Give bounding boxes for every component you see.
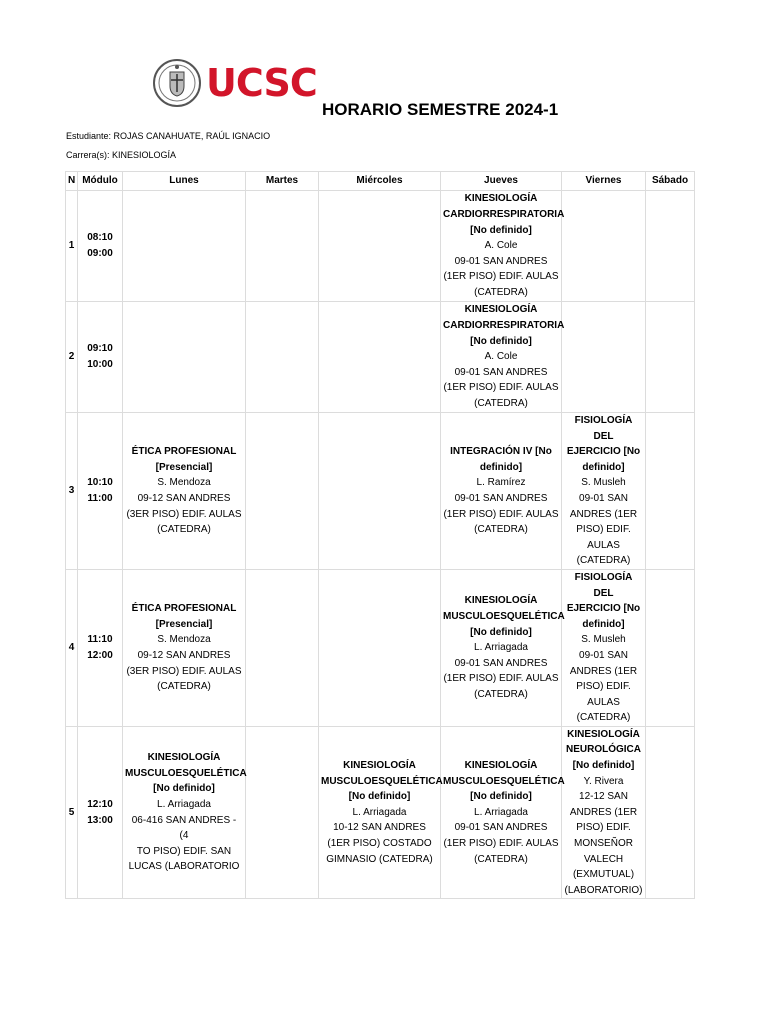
schedule-table — [65, 171, 695, 899]
teacher: S. Mendoza — [157, 634, 211, 646]
cell-martes — [246, 569, 319, 726]
teacher: L. Arriagada — [474, 642, 528, 654]
course-cell-miercoles: KINESIOLOGÍA MUSCULOESQUELÉTICA [No definido] L. Arriagada 10-12 SAN ANDRES (1ER PISO) COSTADO GIMNASIO (CATEDRA) — [319, 726, 441, 899]
teacher: S. Musleh — [581, 634, 626, 646]
student-info — [66, 131, 270, 141]
course-cell-jueves: KINESIOLOGÍA CARDIORRESPIRATORIA [No definido] A. Cole 09-01 SAN ANDRES (1ER PISO) EDIF. AULAS (CATEDRA) — [441, 302, 562, 413]
module-time: 12:10 13:00 — [78, 726, 123, 899]
page-title: HORARIO SEMESTRE 2024-1 — [322, 100, 559, 119]
row-number: 4 — [66, 569, 78, 726]
module-time: 10:10 11:00 — [78, 413, 123, 570]
career-label: Carrera(s): — [66, 150, 110, 160]
course-cell-jueves: KINESIOLOGÍA MUSCULOESQUELÉTICA [No definido] L. Arriagada 09-01 SAN ANDRES (1ER PISO) EDIF. AULAS (CATEDRA) — [441, 569, 562, 726]
cell-sabado — [646, 191, 695, 302]
cell-viernes — [562, 191, 646, 302]
course-cell-lunes: ÉTICA PROFESIONAL [Presencial] S. Mendoza 09-12 SAN ANDRES (3ER PISO) EDIF. AULAS (CATEDRA) — [123, 413, 246, 570]
teacher: Y. Rivera — [583, 775, 624, 787]
col-header-sabado: Sábado — [646, 172, 695, 191]
career-name: KINESIOLOGÍA — [112, 150, 177, 160]
col-header-miercoles: Miércoles — [319, 172, 441, 191]
university-logo — [152, 55, 317, 111]
col-header-n: N — [66, 172, 78, 191]
course-cell-jueves: KINESIOLOGÍA MUSCULOESQUELÉTICA [No definido] L. Arriagada 09-01 SAN ANDRES (1ER PISO) EDIF. AULAS (CATEDRA) — [441, 726, 562, 899]
cell-martes — [246, 191, 319, 302]
teacher: L. Ramírez — [476, 477, 526, 489]
cell-martes — [246, 726, 319, 899]
cell-lunes — [123, 302, 246, 413]
teacher: L. Arriagada — [352, 806, 407, 818]
col-header-jueves: Jueves — [441, 172, 562, 191]
course-cell-viernes: FISIOLOGÍA DEL EJERCICIO [No definido] S. Musleh 09-01 SAN ANDRES (1ER PISO) EDIF. AULAS (CATEDRA) — [562, 569, 646, 726]
col-header-viernes: Viernes — [562, 172, 646, 191]
module-time: 08:10 09:00 — [78, 191, 123, 302]
row-number: 2 — [66, 302, 78, 413]
student-name: ROJAS CANAHUATE, RAÚL IGNACIO — [113, 131, 271, 141]
teacher: S. Mendoza — [157, 477, 211, 489]
student-label: Estudiante: — [66, 131, 112, 141]
course-cell-lunes: ÉTICA PROFESIONAL [Presencial] S. Mendoza 09-12 SAN ANDRES (3ER PISO) EDIF. AULAS (CATEDRA) — [123, 569, 246, 726]
course-cell-jueves: INTEGRACIÓN IV [No definido] L. Ramírez 09-01 SAN ANDRES (1ER PISO) EDIF. AULAS (CATEDRA) — [441, 413, 562, 570]
table-row — [66, 302, 695, 413]
teacher: A. Cole — [484, 351, 518, 363]
cell-miercoles — [319, 569, 441, 726]
teacher: A. Cole — [484, 240, 518, 252]
career-info — [66, 150, 176, 160]
cell-miercoles — [319, 191, 441, 302]
col-header-modulo: Módulo — [78, 172, 123, 191]
row-number: 1 — [66, 191, 78, 302]
row-number: 3 — [66, 413, 78, 570]
cell-sabado — [646, 726, 695, 899]
course-cell-jueves: KINESIOLOGÍA CARDIORRESPIRATORIA [No definido] A. Cole 09-01 SAN ANDRES (1ER PISO) EDIF. AULAS (CATEDRA) — [441, 191, 562, 302]
teacher: S. Musleh — [581, 477, 626, 489]
cell-viernes — [562, 302, 646, 413]
teacher: L. Arriagada — [157, 799, 211, 811]
cell-miercoles — [319, 302, 441, 413]
cell-lunes — [123, 191, 246, 302]
table-row — [66, 191, 695, 302]
header-row — [66, 172, 695, 191]
row-number: 5 — [66, 726, 78, 899]
module-time: 11:10 12:00 — [78, 569, 123, 726]
cell-sabado — [646, 413, 695, 570]
cell-martes — [246, 302, 319, 413]
cell-sabado — [646, 569, 695, 726]
cell-miercoles — [319, 413, 441, 570]
cell-martes — [246, 413, 319, 570]
course-cell-viernes: FISIOLOGÍA DEL EJERCICIO [No definido] S. Musleh 09-01 SAN ANDRES (1ER PISO) EDIF. AULAS (CATEDRA) — [562, 413, 646, 570]
university-seal-icon — [152, 58, 202, 108]
module-time: 09:10 10:00 — [78, 302, 123, 413]
brand-wordmark: UCSC — [206, 61, 317, 105]
table-row — [66, 569, 695, 726]
course-cell-viernes: KINESIOLOGÍA NEUROLÓGICA [No definido] Y. Rivera 12-12 SAN ANDRES (1ER PISO) EDIF. MONSEÑOR VALECH (EXMUTUAL) (LABORATORIO) — [562, 726, 646, 899]
col-header-lunes: Lunes — [123, 172, 246, 191]
table-row — [66, 726, 695, 899]
course-cell-lunes: KINESIOLOGÍA MUSCULOESQUELÉTICA [No definido] L. Arriagada 06-416 SAN ANDRES - (4 TO PISO) EDIF. SAN LUCAS (LABORATORIO — [123, 726, 246, 899]
teacher: L. Arriagada — [474, 806, 528, 818]
table-row — [66, 413, 695, 570]
col-header-martes: Martes — [246, 172, 319, 191]
cell-sabado — [646, 302, 695, 413]
